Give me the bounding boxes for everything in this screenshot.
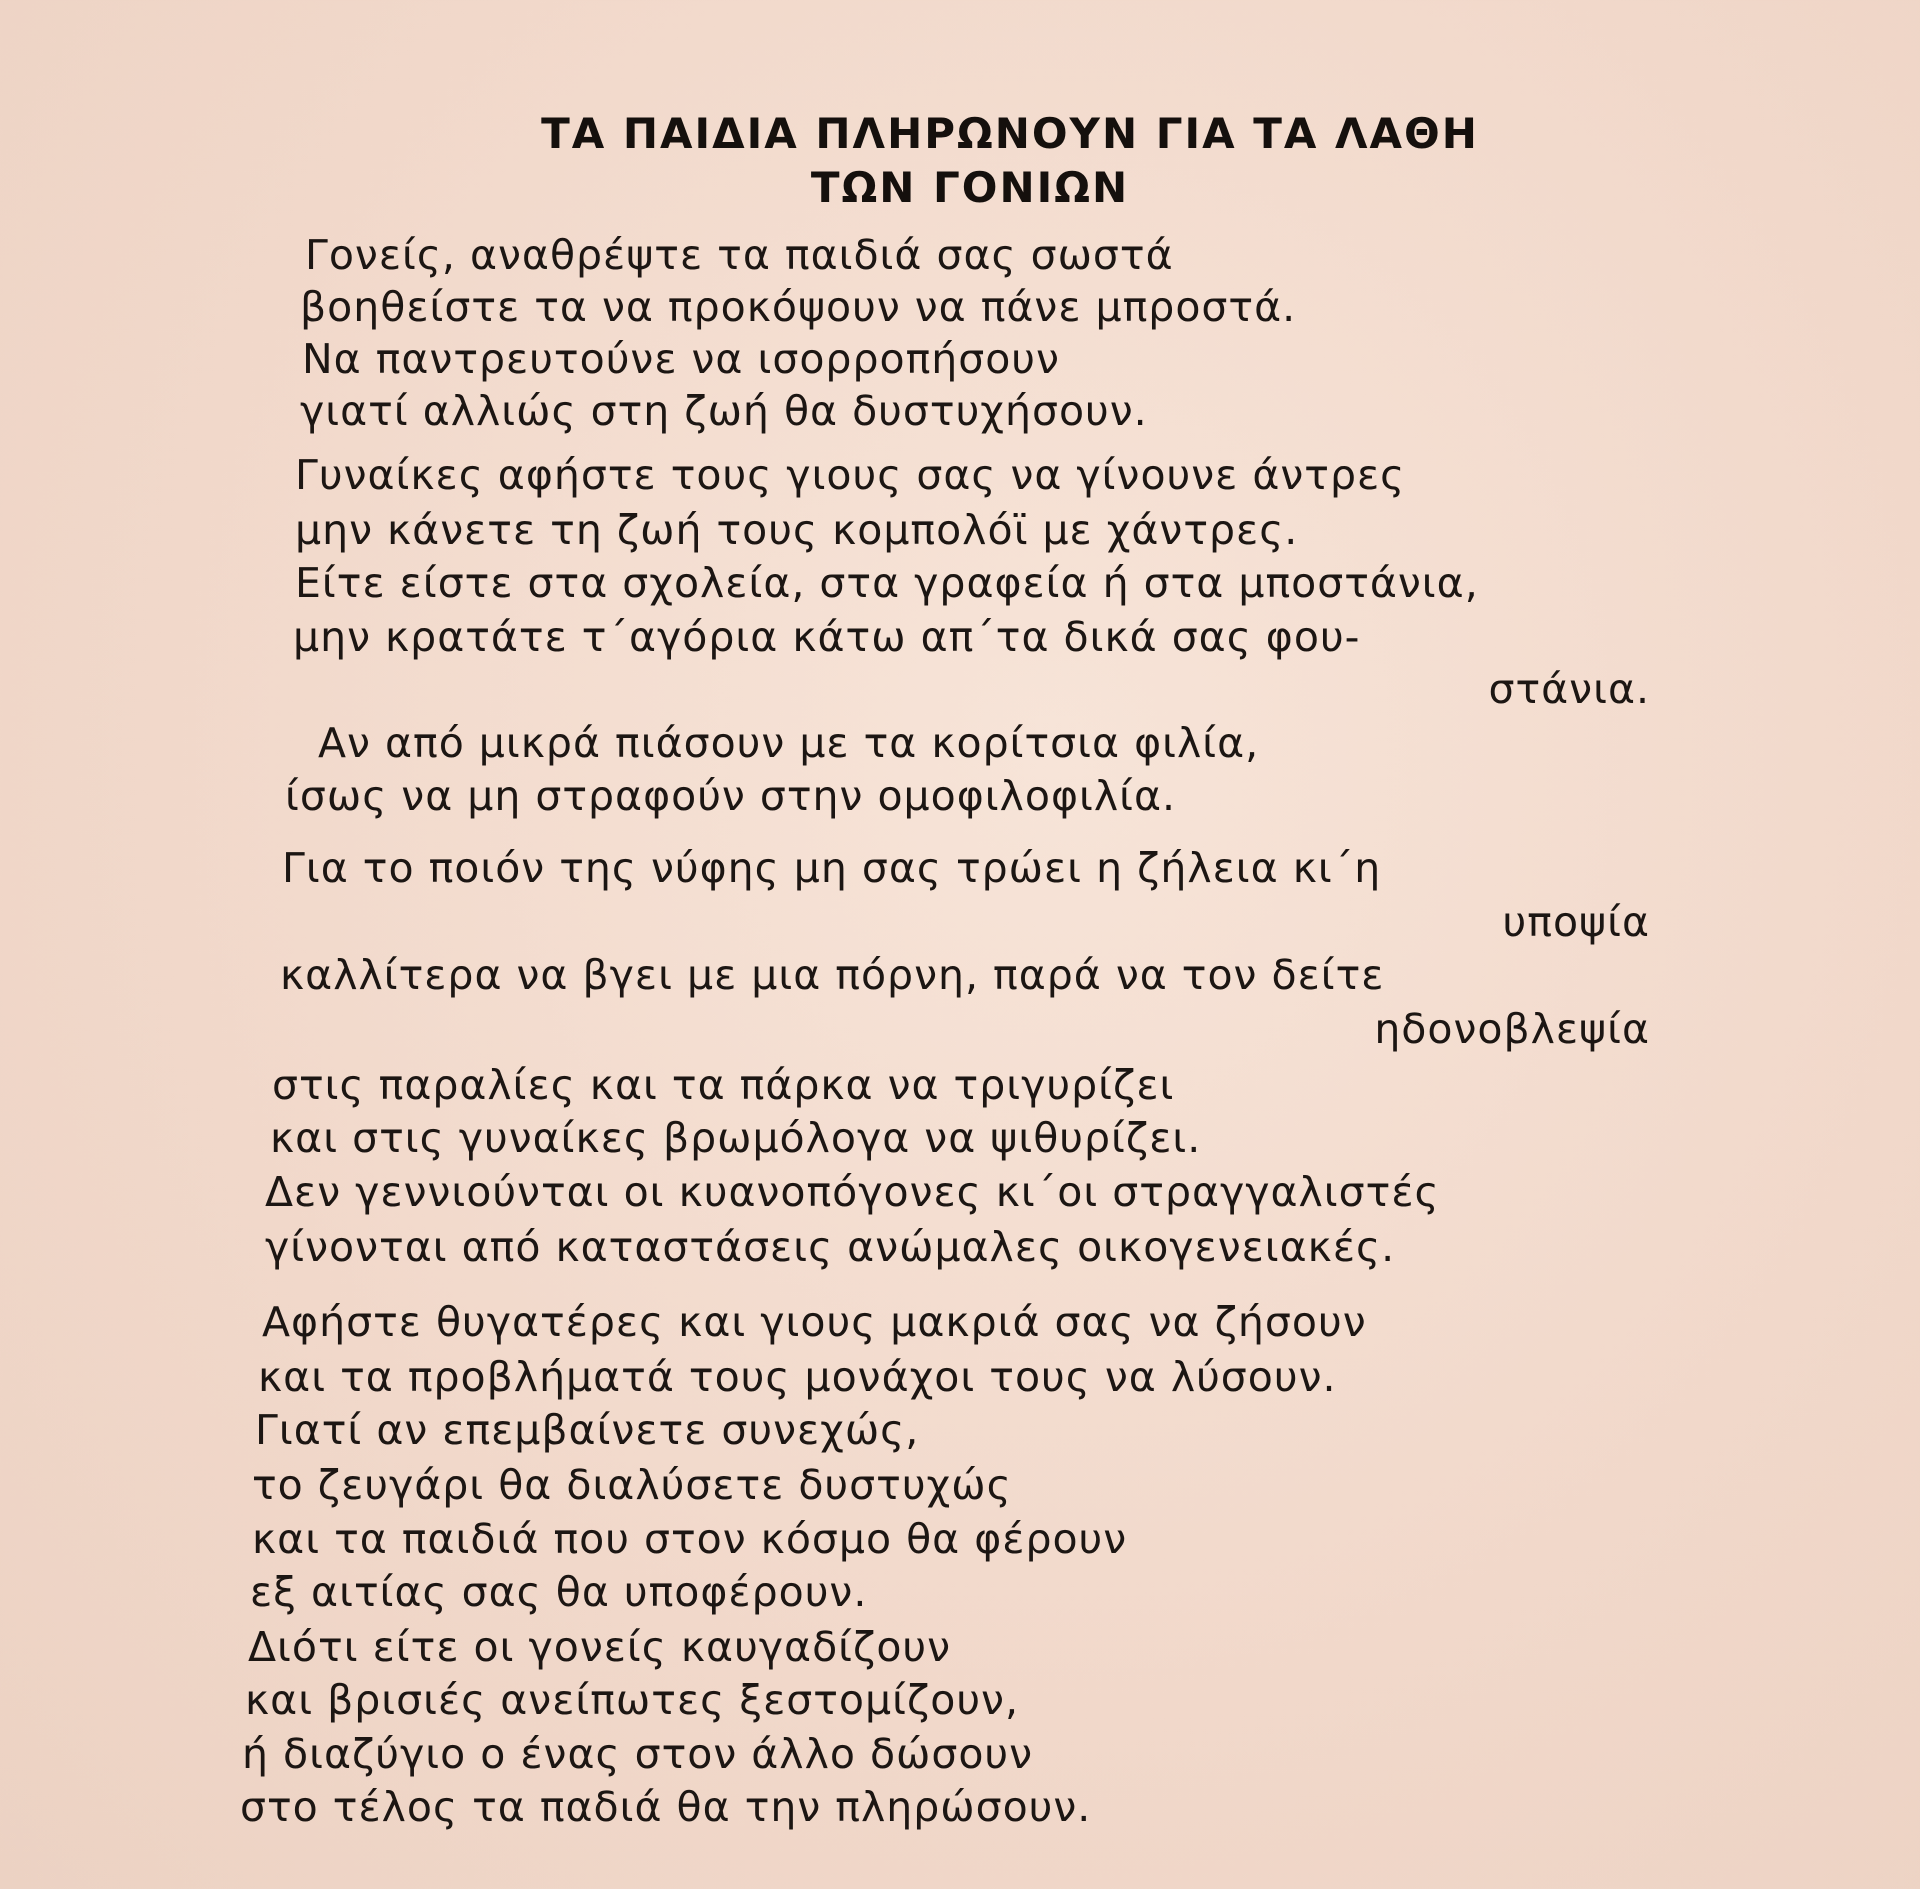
poem-line: Διότι είτε οι γονείς καυγαδίζουν: [248, 1623, 952, 1671]
poem-line: Γονείς, αναθρέψτε τα παιδιά σας σωστά: [305, 231, 1174, 279]
poem-line: το ζευγάρι θα διαλύσετε δυστυχώς: [252, 1461, 1012, 1509]
poem-line: Να παντρευτούνε να ισορροπήσουν: [302, 335, 1060, 383]
poem-line: ή διαζύγιο ο ένας στον άλλο δώσουν: [242, 1730, 1034, 1778]
poem-line: Αν από μικρά πιάσουν με τα κορίτσια φιλία,: [318, 719, 1260, 767]
poem-line: Αφήστε θυγατέρες και γιους μακριά σας να ζήσουν: [262, 1298, 1367, 1346]
poem-line: μην κρατάτε τ΄αγόρια κάτω απ΄τα δικά σας φου-: [293, 613, 1361, 661]
poem-line: ηδονοβλεψία: [1374, 1005, 1650, 1053]
poem-line: και βρισιές ανείπωτες ξεστομίζουν,: [245, 1676, 1019, 1724]
poem-line: και στις γυναίκες βρωμόλογα να ψιθυρίζει.: [270, 1114, 1202, 1162]
poem-line: γίνονται από καταστάσεις ανώμαλες οικογενειακές.: [265, 1223, 1396, 1271]
poem-line: γιατί αλλιώς στη ζωή θα δυστυχήσουν.: [300, 387, 1148, 435]
poem-line: Γυναίκες αφήστε τους γιους σας να γίνουνε άντρες: [295, 451, 1406, 499]
poem-line: στις παραλίες και τα πάρκα να τριγυρίζει: [272, 1061, 1175, 1109]
poem-line: βοηθείστε τα να προκόψουν να πάνε μπροστά.: [300, 283, 1297, 331]
poem-line: εξ αιτίας σας θα υποφέρουν.: [250, 1568, 868, 1616]
poem-line: και τα παιδιά που στον κόσμο θα φέρουν: [252, 1515, 1128, 1563]
poem-title-line-1: ΤΑ ΠΑΙΔΙΑ ΠΛΗΡΩΝΟΥΝ ΓΙΑ ΤΑ ΛΑΘΗ: [541, 109, 1479, 158]
poem-line: στο τέλος τα παδιά θα την πληρώσουν.: [240, 1783, 1092, 1831]
poem-line: στάνια.: [1488, 665, 1650, 713]
poem-title-line-2: ΤΩΝ ΓΟΝΙΩΝ: [810, 163, 1130, 212]
poem-line: υποψία: [1502, 898, 1650, 946]
poem-line: μην κάνετε τη ζωή τους κομπολόϊ με χάντρες.: [295, 506, 1299, 554]
poem-line: και τα προβλήματά τους μονάχοι τους να λύσουν.: [258, 1353, 1337, 1401]
poem-line: Δεν γεννιούνται οι κυανοπόγονες κι΄οι στραγγαλιστές: [265, 1168, 1440, 1216]
poem-line: Γιατί αν επεμβαίνετε συνεχώς,: [255, 1406, 920, 1454]
poem-line: Είτε είστε στα σχολεία, στα γραφεία ή στα μποστάνια,: [295, 559, 1479, 607]
poem-line: ίσως να μη στραφούν στην ομοφιλοφιλία.: [285, 772, 1177, 820]
poem-line: καλλίτερα να βγει με μια πόρνη, παρά να τον δείτε: [280, 951, 1385, 999]
poem-line: Για το ποιόν της νύφης μη σας τρώει η ζήλεια κι΄η: [282, 844, 1382, 892]
